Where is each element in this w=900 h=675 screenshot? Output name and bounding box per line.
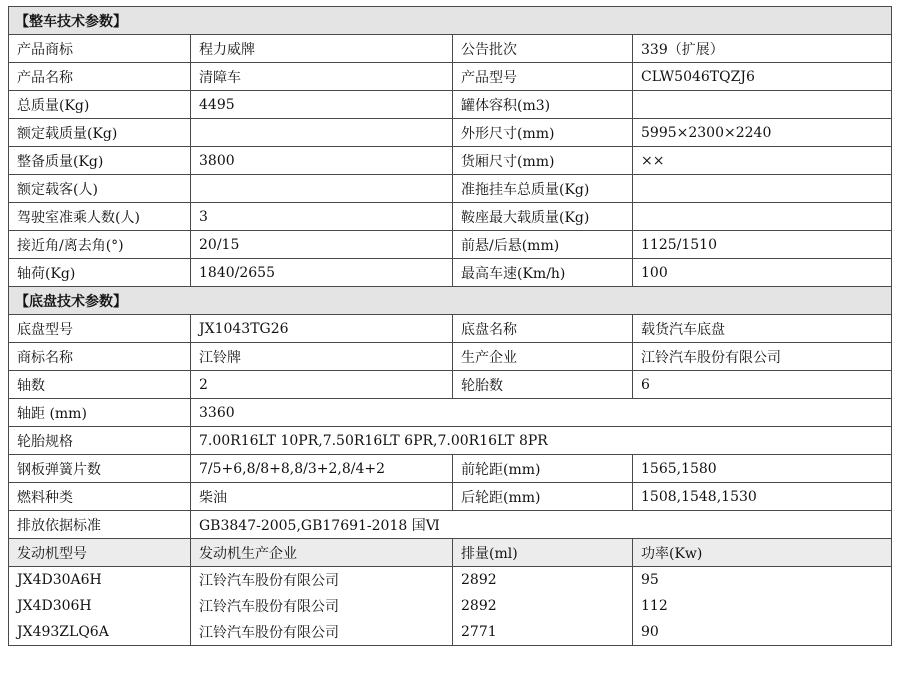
spec-value: 1508,1548,1530 bbox=[633, 483, 892, 511]
emission-label: 排放依据标准 bbox=[9, 511, 191, 539]
spec-row bbox=[9, 119, 892, 147]
spec-label: 生产企业 bbox=[453, 343, 633, 371]
wheelbase-value: 3360 bbox=[191, 399, 892, 427]
spec-label: 产品名称 bbox=[9, 63, 191, 91]
spec-value: JX1043TG26 bbox=[191, 315, 453, 343]
spec-label: 整备质量(Kg) bbox=[9, 147, 191, 175]
tire-spec-label: 轮胎规格 bbox=[9, 427, 191, 455]
spec-value: 100 bbox=[633, 259, 892, 287]
spec-label: 底盘名称 bbox=[453, 315, 633, 343]
spec-value: 江铃汽车股份有限公司 bbox=[633, 343, 892, 371]
spec-row bbox=[9, 455, 892, 483]
spec-label: 后轮距(mm) bbox=[453, 483, 633, 511]
spec-row bbox=[9, 259, 892, 287]
spec-value: 6 bbox=[633, 371, 892, 399]
engine-cell: 112 bbox=[633, 593, 892, 619]
spec-row bbox=[9, 483, 892, 511]
spec-label: 轴荷(Kg) bbox=[9, 259, 191, 287]
spec-label: 外形尺寸(mm) bbox=[453, 119, 633, 147]
spec-table bbox=[8, 6, 892, 646]
spec-label: 驾驶室准乘人数(人) bbox=[9, 203, 191, 231]
spec-value: 3800 bbox=[191, 147, 453, 175]
spec-value: 5995×2300×2240 bbox=[633, 119, 892, 147]
emission-row bbox=[9, 511, 892, 539]
spec-value: 3 bbox=[191, 203, 453, 231]
spec-row bbox=[9, 147, 892, 175]
engine-cell: 90 bbox=[633, 619, 892, 646]
spec-label: 商标名称 bbox=[9, 343, 191, 371]
spec-row bbox=[9, 231, 892, 259]
spec-value: 4495 bbox=[191, 91, 453, 119]
engine-cell: 2771 bbox=[453, 619, 633, 646]
spec-value: 1565,1580 bbox=[633, 455, 892, 483]
spec-value bbox=[191, 119, 453, 147]
spec-row bbox=[9, 203, 892, 231]
engine-header-cell: 发动机生产企业 bbox=[191, 539, 453, 567]
spec-label: 额定载客(人) bbox=[9, 175, 191, 203]
spec-value bbox=[191, 175, 453, 203]
engine-cell: JX4D30A6H bbox=[9, 567, 191, 594]
engine-row bbox=[9, 619, 892, 646]
spec-value: 2 bbox=[191, 371, 453, 399]
spec-value: 339（扩展） bbox=[633, 35, 892, 63]
spec-row bbox=[9, 35, 892, 63]
spec-row bbox=[9, 343, 892, 371]
spec-value: ×× bbox=[633, 147, 892, 175]
spec-row bbox=[9, 175, 892, 203]
engine-cell: 江铃汽车股份有限公司 bbox=[191, 619, 453, 646]
engine-row bbox=[9, 593, 892, 619]
wheelbase-row bbox=[9, 399, 892, 427]
spec-value: 程力威牌 bbox=[191, 35, 453, 63]
spec-value: CLW5046TQZJ6 bbox=[633, 63, 892, 91]
engine-cell: 2892 bbox=[453, 567, 633, 594]
spec-label: 接近角/离去角(°) bbox=[9, 231, 191, 259]
spec-label: 货厢尺寸(mm) bbox=[453, 147, 633, 175]
section-header-vehicle bbox=[9, 7, 892, 35]
spec-value: 1125/1510 bbox=[633, 231, 892, 259]
spec-label: 总质量(Kg) bbox=[9, 91, 191, 119]
engine-header-cell: 发动机型号 bbox=[9, 539, 191, 567]
section-header-chassis bbox=[9, 287, 892, 315]
spec-label: 钢板弹簧片数 bbox=[9, 455, 191, 483]
spec-row bbox=[9, 371, 892, 399]
spec-label: 轮胎数 bbox=[453, 371, 633, 399]
spec-value: 江铃牌 bbox=[191, 343, 453, 371]
spec-label: 轴数 bbox=[9, 371, 191, 399]
spec-row bbox=[9, 91, 892, 119]
spec-value: 1840/2655 bbox=[191, 259, 453, 287]
spec-value bbox=[633, 203, 892, 231]
spec-label: 额定载质量(Kg) bbox=[9, 119, 191, 147]
engine-header-cell: 排量(ml) bbox=[453, 539, 633, 567]
spec-label: 产品商标 bbox=[9, 35, 191, 63]
spec-value: 载货汽车底盘 bbox=[633, 315, 892, 343]
spec-row bbox=[9, 315, 892, 343]
engine-cell: JX493ZLQ6A bbox=[9, 619, 191, 646]
engine-row bbox=[9, 567, 892, 594]
spec-row bbox=[9, 63, 892, 91]
vehicle-section-title: 【整车技术参数】 bbox=[9, 7, 892, 35]
spec-label: 罐体容积(m3) bbox=[453, 91, 633, 119]
engine-header-cell: 功率(Kw) bbox=[633, 539, 892, 567]
spec-value: 7/5+6,8/8+8,8/3+2,8/4+2 bbox=[191, 455, 453, 483]
tire-spec-row bbox=[9, 427, 892, 455]
engine-header-row bbox=[9, 539, 892, 567]
spec-label: 鞍座最大载质量(Kg) bbox=[453, 203, 633, 231]
spec-label: 前轮距(mm) bbox=[453, 455, 633, 483]
engine-cell: 江铃汽车股份有限公司 bbox=[191, 593, 453, 619]
spec-label: 燃料种类 bbox=[9, 483, 191, 511]
tire-spec-value: 7.00R16LT 10PR,7.50R16LT 6PR,7.00R16LT 8PR bbox=[191, 427, 892, 455]
spec-value bbox=[633, 175, 892, 203]
spec-value bbox=[633, 91, 892, 119]
spec-value: 柴油 bbox=[191, 483, 453, 511]
wheelbase-label: 轴距 (mm) bbox=[9, 399, 191, 427]
engine-cell: 2892 bbox=[453, 593, 633, 619]
spec-label: 产品型号 bbox=[453, 63, 633, 91]
spec-value: 清障车 bbox=[191, 63, 453, 91]
engine-cell: JX4D306H bbox=[9, 593, 191, 619]
spec-label: 前悬/后悬(mm) bbox=[453, 231, 633, 259]
engine-cell: 江铃汽车股份有限公司 bbox=[191, 567, 453, 594]
spec-label: 准拖挂车总质量(Kg) bbox=[453, 175, 633, 203]
spec-value: 20/15 bbox=[191, 231, 453, 259]
engine-cell: 95 bbox=[633, 567, 892, 594]
spec-label: 最高车速(Km/h) bbox=[453, 259, 633, 287]
spec-label: 底盘型号 bbox=[9, 315, 191, 343]
spec-label: 公告批次 bbox=[453, 35, 633, 63]
emission-value: GB3847-2005,GB17691-2018 国Ⅵ bbox=[191, 511, 892, 539]
chassis-section-title: 【底盘技术参数】 bbox=[9, 287, 892, 315]
